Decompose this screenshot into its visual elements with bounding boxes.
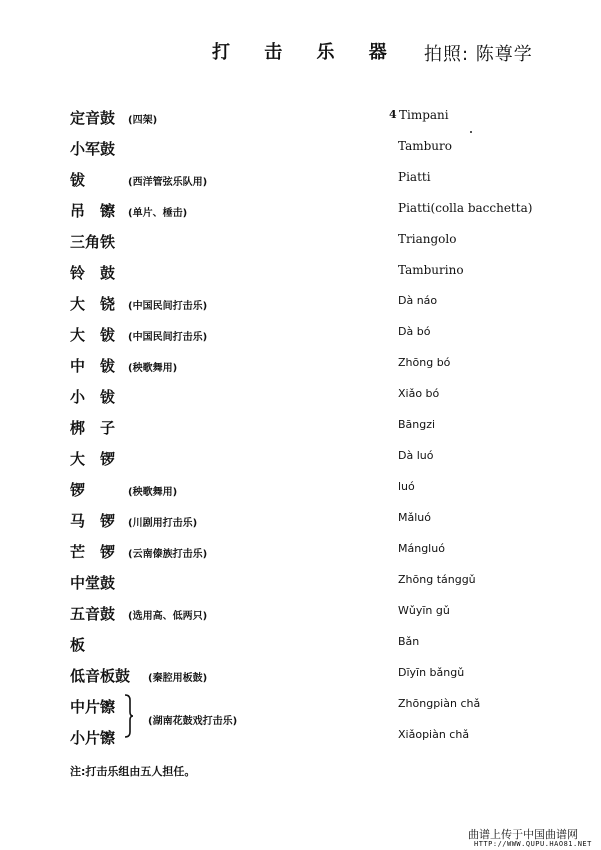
instrument-chinese-name: 梆 子: [70, 419, 116, 437]
instrument-western-name: Piatti(colla bacchetta): [398, 201, 533, 215]
instrument-row: [0, 138, 601, 166]
instrument-chinese-name: 低音板鼓: [70, 667, 131, 685]
instrument-chinese-name: 中 钹: [70, 357, 116, 375]
instrument-western-name: Dīyīn bǎngǔ: [398, 666, 465, 679]
instrument-chinese-name: 大 铙: [70, 295, 116, 313]
page-title: 打 击 乐 器: [212, 42, 401, 63]
instrument-note: (秧歌舞用): [128, 487, 178, 498]
instrument-note: (中国民间打击乐): [128, 332, 208, 343]
instrument-western-name: Xiǎopiàn chǎ: [398, 728, 470, 741]
instrument-row: [0, 231, 601, 259]
instrument-row: [0, 386, 601, 414]
instrument-note: (川剧用打击乐): [128, 518, 198, 529]
instrument-row: [0, 293, 601, 321]
instrument-chinese-name: 定音鼓: [70, 109, 116, 127]
instrument-count: 4: [389, 108, 397, 121]
instrument-chinese-name: 五音鼓: [70, 605, 116, 623]
instrument-western-name: Timpani: [399, 108, 449, 122]
instrument-note: (四架): [128, 115, 158, 126]
instrument-row: [0, 262, 601, 290]
instrument-western-name: Bāngzi: [398, 418, 436, 431]
instrument-western-name: luó: [398, 480, 415, 493]
instrument-chinese-name: 钹: [70, 171, 86, 189]
instrument-chinese-name: 大 锣: [70, 450, 116, 468]
instrument-western-name: Bǎn: [398, 635, 420, 648]
instrument-row: [0, 634, 601, 662]
instrument-chinese-name: 小 钹: [70, 388, 116, 406]
instrument-chinese-name: 中堂鼓: [70, 574, 116, 592]
instrument-western-name: Wǔyīn gǔ: [398, 604, 450, 617]
instrument-chinese-name: 吊 镲: [70, 202, 116, 220]
instrument-chinese-name: 铃 鼓: [70, 264, 116, 282]
instrument-chinese-name: 锣: [70, 481, 86, 499]
brace-icon: [123, 694, 133, 738]
instrument-row: [0, 200, 601, 228]
instrument-row: [0, 603, 601, 631]
instrument-row: [0, 324, 601, 352]
instrument-row: [0, 727, 601, 755]
instrument-note: (秦腔用板鼓): [148, 673, 208, 684]
instrument-chinese-name: 小军鼓: [70, 140, 116, 158]
instrument-western-name: Zhōngpiàn chǎ: [398, 697, 481, 710]
instrument-western-name: Piatti: [398, 170, 431, 184]
photographer-credit: 拍照: 陈尊学: [424, 44, 533, 65]
instrument-row: [0, 510, 601, 538]
instrument-western-name: Xiǎo bó: [398, 387, 440, 400]
instrument-chinese-name: 马 锣: [70, 512, 116, 530]
instrument-note: (选用高、低两只): [128, 611, 208, 622]
group-note: (湖南花鼓戏打击乐): [148, 716, 238, 727]
instrument-row: [0, 355, 601, 383]
instrument-row: [0, 169, 601, 197]
instrument-western-name: Dà náo: [398, 294, 438, 307]
instrument-row: [0, 417, 601, 445]
instrument-chinese-name: 中片镲: [70, 698, 116, 716]
instrument-western-name: Zhōng bó: [398, 356, 451, 369]
instrument-row: [0, 448, 601, 476]
instrument-western-name: Zhōng tánggǔ: [398, 573, 476, 586]
instrument-note: (单片、棰击): [128, 208, 188, 219]
instrument-row: [0, 696, 601, 724]
instrument-western-name: Dà luó: [398, 449, 434, 462]
instrument-row: [0, 572, 601, 600]
instrument-western-name: Dà bó: [398, 325, 431, 338]
instrument-note: (中国民间打击乐): [128, 301, 208, 312]
instrument-western-name: Tamburo: [398, 139, 452, 153]
instrument-chinese-name: 板: [70, 636, 86, 654]
instrument-western-name: Mǎluó: [398, 511, 431, 524]
instrument-row: [0, 665, 601, 693]
instrument-chinese-name: 小片镲: [70, 729, 116, 747]
instrument-row: [0, 479, 601, 507]
instrument-western-name: Triangolo: [398, 232, 457, 246]
instrument-chinese-name: 大 钹: [70, 326, 116, 344]
instrument-note: (秧歌舞用): [128, 363, 178, 374]
watermark-line-1: 曲谱上传于中国曲谱网: [468, 828, 578, 841]
instrument-note: (西洋管弦乐队用): [128, 177, 208, 188]
watermark-line-2: HTTP://WWW.QUPU.HAO81.NET: [474, 840, 592, 848]
footnote: 注:打击乐组由五人担任。: [70, 765, 196, 778]
instrument-note: (云南傣族打击乐): [128, 549, 208, 560]
instrument-chinese-name: 芒 锣: [70, 543, 116, 561]
instrument-row: [0, 107, 601, 135]
instrument-western-name: Mángluó: [398, 542, 445, 555]
instrument-chinese-name: 三角铁: [70, 233, 116, 251]
instrument-row: [0, 541, 601, 569]
instrument-western-name: Tamburino: [398, 263, 464, 277]
